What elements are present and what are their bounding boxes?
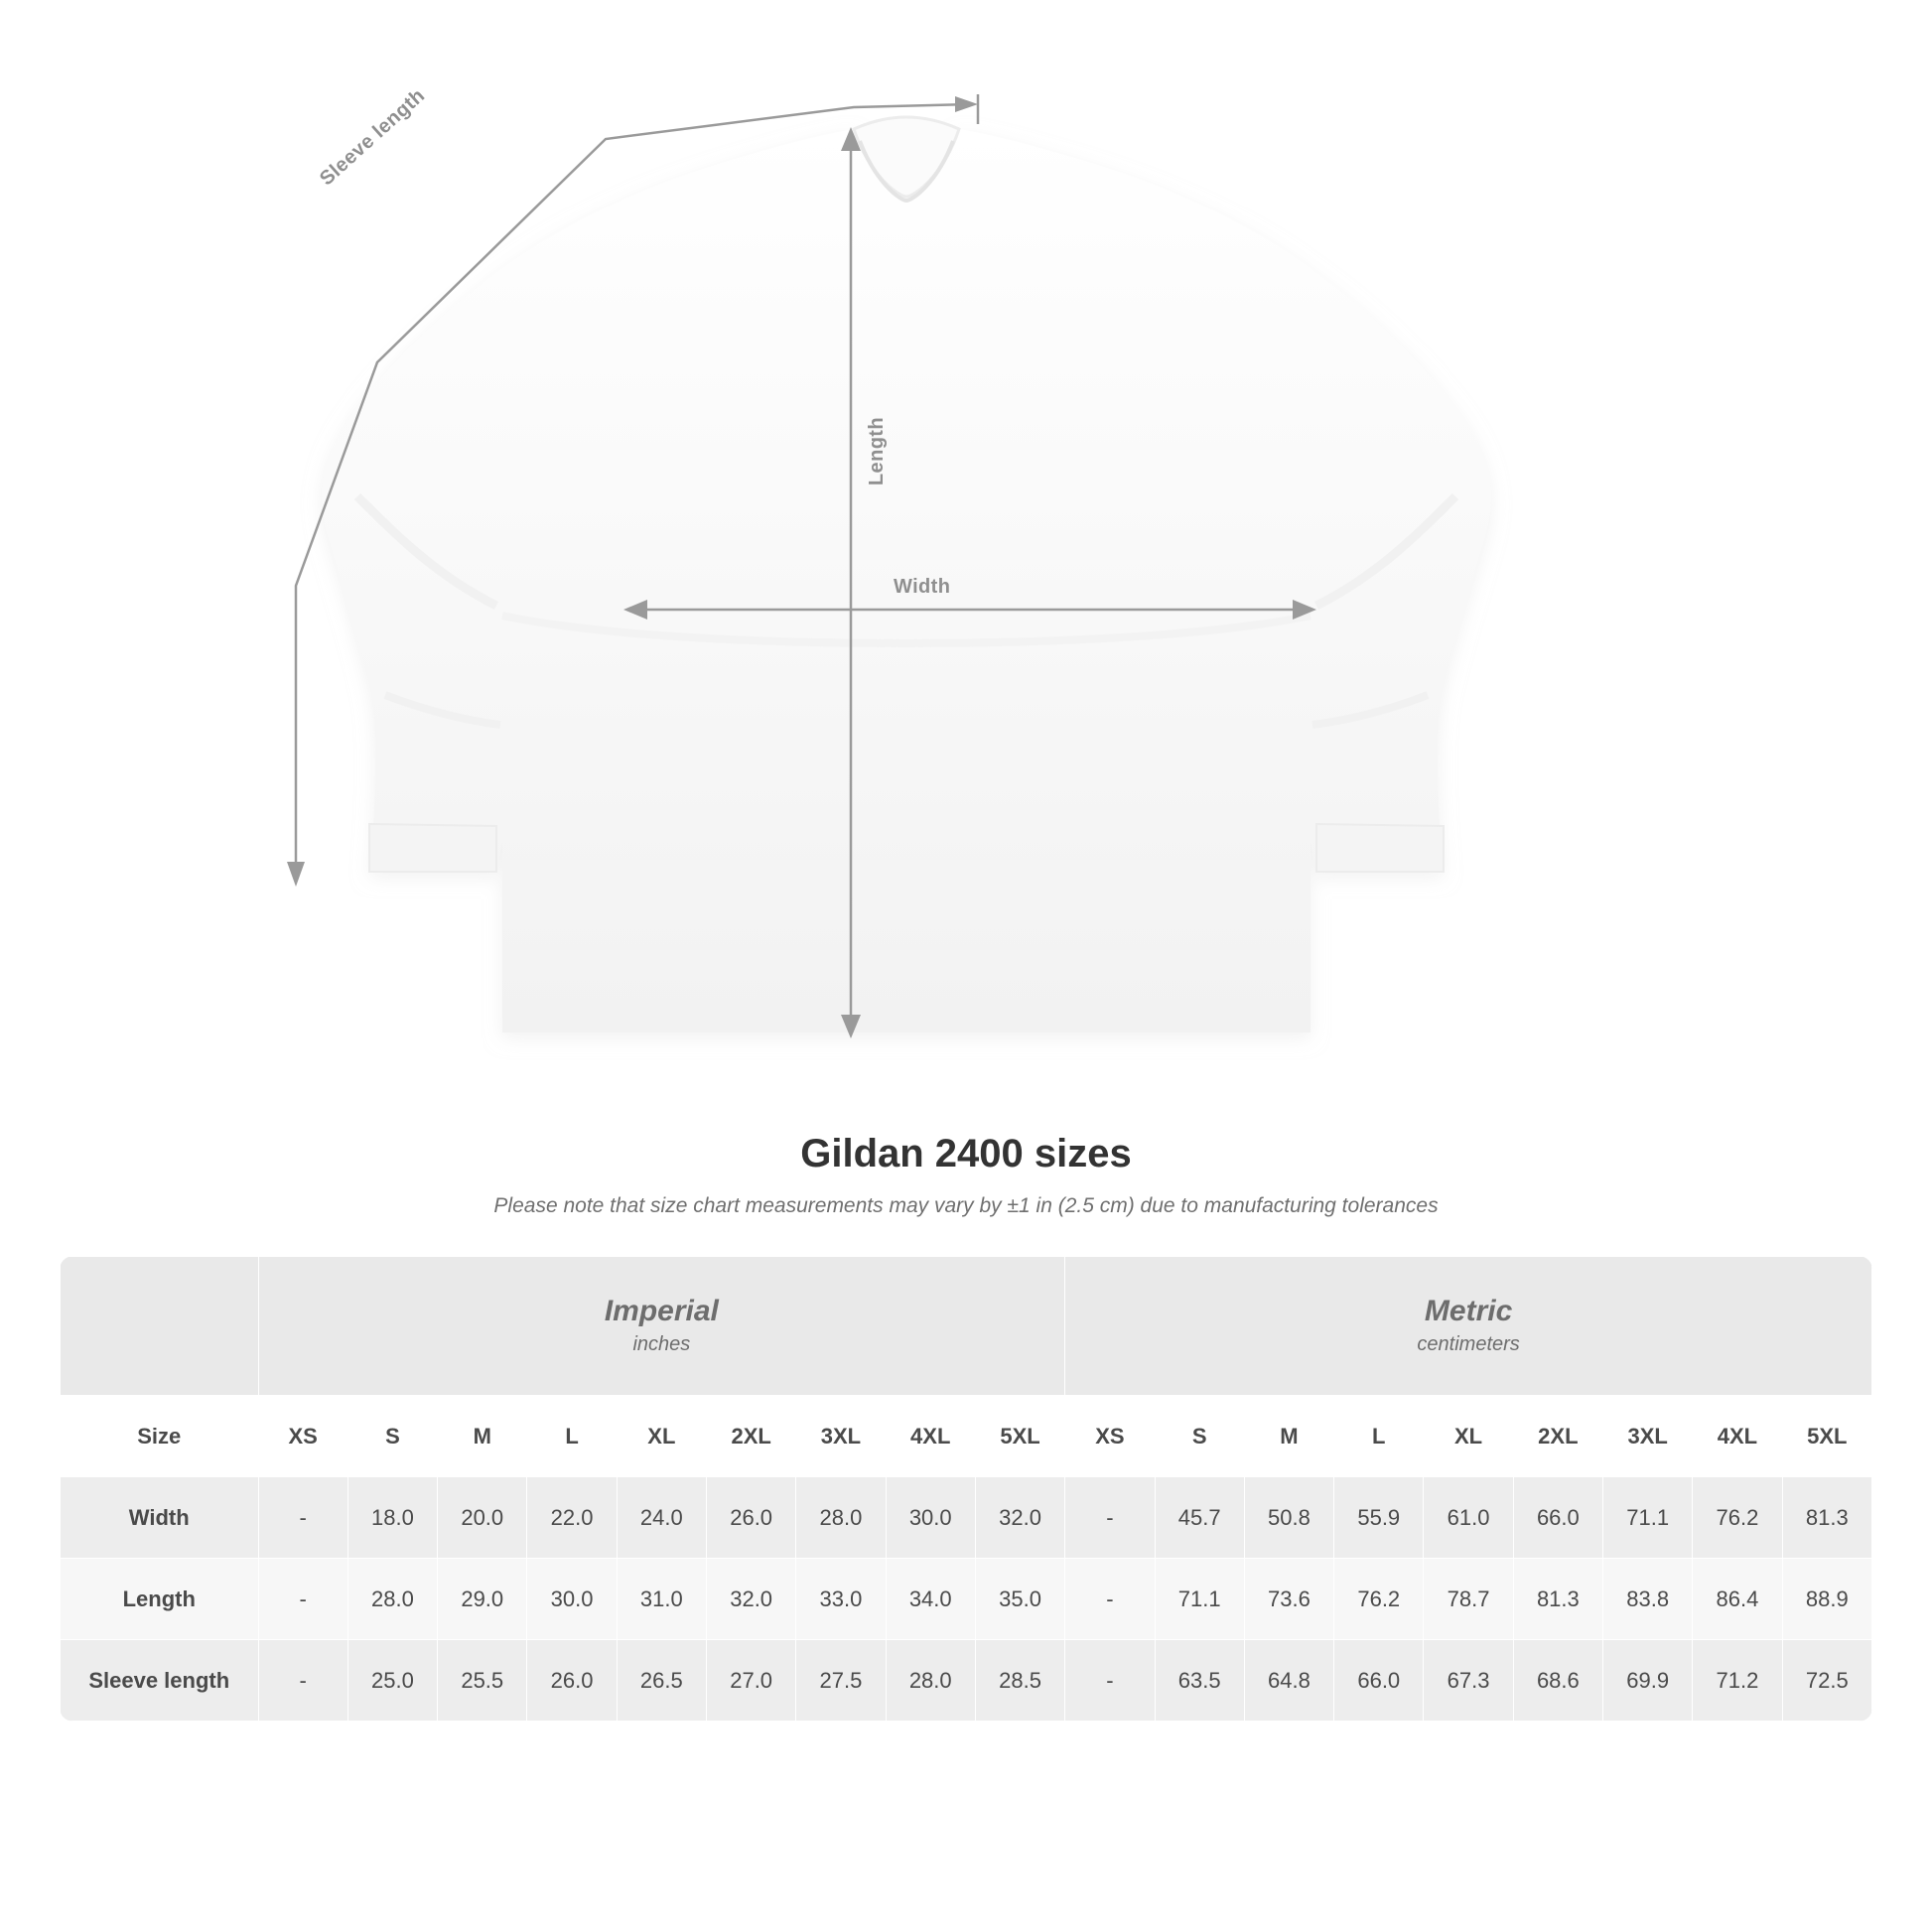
cell-sleeve-metric-l: 66.0 <box>1334 1640 1424 1722</box>
col-header-imperial-4xl: 4XL <box>886 1396 975 1477</box>
unit-group-metric-name: Metric <box>1424 1294 1513 1327</box>
col-header-imperial-xs: XS <box>258 1396 347 1477</box>
col-header-imperial-m: M <box>438 1396 527 1477</box>
cell-width-metric-l: 55.9 <box>1334 1477 1424 1559</box>
cell-width-metric-xl: 61.0 <box>1424 1477 1513 1559</box>
unit-group-metric <box>1065 1257 1872 1396</box>
col-header-imperial-5xl: 5XL <box>975 1396 1064 1477</box>
col-header-metric-s: S <box>1155 1396 1244 1477</box>
table-row <box>61 1640 1872 1722</box>
row-label-sleeve-length: Sleeve length <box>61 1640 259 1722</box>
row-label-width: Width <box>61 1477 259 1559</box>
cell-width-metric-s: 45.7 <box>1155 1477 1244 1559</box>
col-header-metric-5xl: 5XL <box>1782 1396 1871 1477</box>
cell-width-imperial-m: 20.0 <box>438 1477 527 1559</box>
cell-sleeve-metric-s: 63.5 <box>1155 1640 1244 1722</box>
cell-sleeve-imperial-xl: 26.5 <box>617 1640 706 1722</box>
col-header-metric-m: M <box>1244 1396 1333 1477</box>
unit-header-row <box>61 1257 1872 1396</box>
cell-sleeve-imperial-3xl: 27.5 <box>796 1640 886 1722</box>
col-header-metric-xl: XL <box>1424 1396 1513 1477</box>
cell-length-imperial-3xl: 33.0 <box>796 1559 886 1640</box>
cell-width-imperial-2xl: 26.0 <box>706 1477 795 1559</box>
cell-length-imperial-l: 30.0 <box>527 1559 617 1640</box>
width-label: Width <box>894 576 951 598</box>
cell-width-imperial-3xl: 28.0 <box>796 1477 886 1559</box>
cell-length-metric-xs: - <box>1065 1559 1155 1640</box>
cell-length-imperial-s: 28.0 <box>347 1559 437 1640</box>
col-header-metric-xs: XS <box>1065 1396 1155 1477</box>
row-label-length: Length <box>61 1559 259 1640</box>
cell-length-metric-l: 76.2 <box>1334 1559 1424 1640</box>
cell-length-imperial-xs: - <box>258 1559 347 1640</box>
cell-width-metric-3xl: 71.1 <box>1603 1477 1693 1559</box>
cell-width-imperial-s: 18.0 <box>347 1477 437 1559</box>
cell-length-imperial-xl: 31.0 <box>617 1559 706 1640</box>
cell-length-metric-4xl: 86.4 <box>1693 1559 1782 1640</box>
cell-length-imperial-2xl: 32.0 <box>706 1559 795 1640</box>
col-header-imperial-xl: XL <box>617 1396 706 1477</box>
unit-group-metric-sub: centimeters <box>1417 1332 1520 1355</box>
table-row <box>61 1477 1872 1559</box>
cell-width-imperial-l: 22.0 <box>527 1477 617 1559</box>
cell-length-metric-2xl: 81.3 <box>1513 1559 1602 1640</box>
cell-sleeve-metric-4xl: 71.2 <box>1693 1640 1782 1722</box>
cell-width-metric-m: 50.8 <box>1244 1477 1333 1559</box>
title-block <box>0 1132 1932 1218</box>
cell-length-metric-m: 73.6 <box>1244 1559 1333 1640</box>
unit-group-imperial <box>258 1257 1065 1396</box>
cell-width-metric-2xl: 66.0 <box>1513 1477 1602 1559</box>
col-header-metric-3xl: 3XL <box>1603 1396 1693 1477</box>
cell-sleeve-metric-xl: 67.3 <box>1424 1640 1513 1722</box>
sleeve-length-label: Sleeve length <box>316 84 430 191</box>
cell-sleeve-metric-m: 64.8 <box>1244 1640 1333 1722</box>
cell-length-metric-3xl: 83.8 <box>1603 1559 1693 1640</box>
col-header-metric-2xl: 2XL <box>1513 1396 1602 1477</box>
unit-group-imperial-name: Imperial <box>604 1294 719 1327</box>
size-header-row <box>61 1396 1872 1477</box>
unit-group-imperial-sub: inches <box>632 1332 691 1355</box>
length-label: Length <box>866 417 888 486</box>
size-chart-table <box>60 1256 1872 1722</box>
cell-sleeve-imperial-s: 25.0 <box>347 1640 437 1722</box>
col-header-metric-l: L <box>1334 1396 1424 1477</box>
col-header-metric-4xl: 4XL <box>1693 1396 1782 1477</box>
cell-width-metric-xs: - <box>1065 1477 1155 1559</box>
col-header-imperial-s: S <box>347 1396 437 1477</box>
cell-sleeve-imperial-5xl: 28.5 <box>975 1640 1064 1722</box>
cell-sleeve-imperial-m: 25.5 <box>438 1640 527 1722</box>
cell-width-imperial-xs: - <box>258 1477 347 1559</box>
cell-length-imperial-4xl: 34.0 <box>886 1559 975 1640</box>
cell-length-imperial-m: 29.0 <box>438 1559 527 1640</box>
tolerance-note: Please note that size chart measurements may vary by ±1 in (2.5 cm) due to manufacturing tolerances <box>493 1194 1439 1217</box>
cell-length-imperial-5xl: 35.0 <box>975 1559 1064 1640</box>
cell-width-imperial-5xl: 32.0 <box>975 1477 1064 1559</box>
cell-length-metric-xl: 78.7 <box>1424 1559 1513 1640</box>
col-header-imperial-3xl: 3XL <box>796 1396 886 1477</box>
cell-sleeve-metric-3xl: 69.9 <box>1603 1640 1693 1722</box>
cell-width-imperial-xl: 24.0 <box>617 1477 706 1559</box>
col-header-imperial-l: L <box>527 1396 617 1477</box>
cell-length-metric-s: 71.1 <box>1155 1559 1244 1640</box>
table-corner-cell <box>61 1257 259 1396</box>
cell-sleeve-metric-xs: - <box>1065 1640 1155 1722</box>
cell-sleeve-metric-2xl: 68.6 <box>1513 1640 1602 1722</box>
page-title: Gildan 2400 sizes <box>800 1132 1132 1175</box>
cell-sleeve-imperial-l: 26.0 <box>527 1640 617 1722</box>
cell-width-imperial-4xl: 30.0 <box>886 1477 975 1559</box>
cell-sleeve-metric-5xl: 72.5 <box>1782 1640 1871 1722</box>
cell-sleeve-imperial-2xl: 27.0 <box>706 1640 795 1722</box>
cell-width-metric-4xl: 76.2 <box>1693 1477 1782 1559</box>
cell-sleeve-imperial-xs: - <box>258 1640 347 1722</box>
cell-width-metric-5xl: 81.3 <box>1782 1477 1871 1559</box>
col-header-imperial-2xl: 2XL <box>706 1396 795 1477</box>
table-row <box>61 1559 1872 1640</box>
size-header-label: Size <box>61 1396 259 1477</box>
cell-length-metric-5xl: 88.9 <box>1782 1559 1871 1640</box>
cell-sleeve-imperial-4xl: 28.0 <box>886 1640 975 1722</box>
